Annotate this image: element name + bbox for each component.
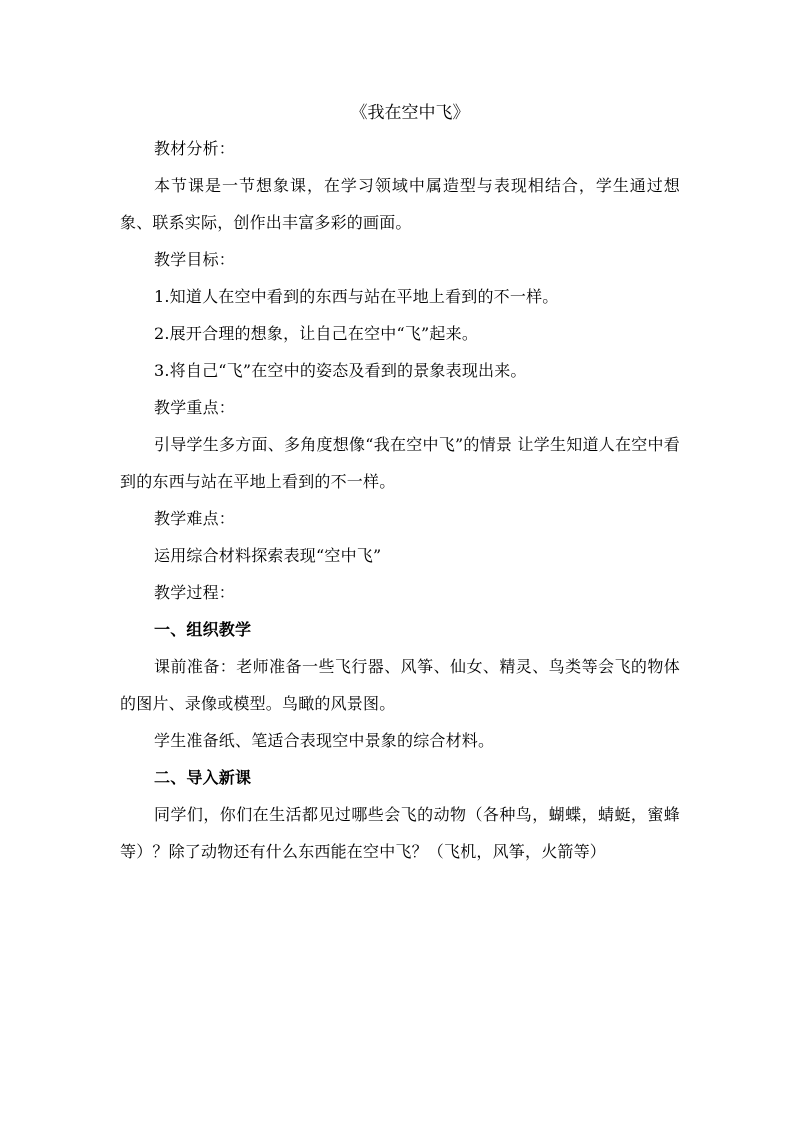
paragraph-teaching-goals-heading: 教学目标： bbox=[154, 250, 236, 269]
document-body bbox=[120, 130, 680, 870]
paragraph-preparation-teacher: 课前准备：老师准备一些飞行器、风筝、仙女、精灵、鸟类等会飞的物体的图片、录像或模型。鸟瞰的风景图。 bbox=[120, 657, 680, 713]
paragraph-goal-3: 3.将自己“飞”在空中的姿态及看到的景象表现出来。 bbox=[154, 361, 527, 380]
paragraph-process-heading: 教学过程： bbox=[154, 583, 236, 602]
paragraph-difficulties: 运用综合材料探索表现“空中飞” bbox=[154, 546, 382, 565]
paragraph-goal-2: 2.展开合理的想象，让自己在空中“飞”起来。 bbox=[154, 324, 479, 343]
document-title: 《我在空中飞》 bbox=[350, 103, 470, 123]
section-heading-introduction: 二、导入新课 bbox=[154, 768, 252, 787]
paragraph-textbook-analysis: 本节课是一节想象课，在学习领域中属造型与表现相结合，学生通过想象、联系实际，创作出丰富多彩的画面。 bbox=[120, 176, 680, 232]
paragraph-introduction: 同学们，你们在生活都见过哪些会飞的动物（各种鸟，蝴蝶，蜻蜓，蜜蜂等）？除了动物还有什么东西能在空中飞？（飞机，风筝，火箭等） bbox=[120, 805, 680, 861]
document-page bbox=[120, 101, 680, 870]
section-heading-organize: 一、组织教学 bbox=[154, 620, 252, 639]
paragraph-key-points: 引导学生多方面、多角度想像“我在空中飞”的情景 让学生知道人在空中看到的东西与站在平地上看到的不一样。 bbox=[120, 435, 680, 491]
paragraph-key-points-heading: 教学重点： bbox=[154, 398, 236, 417]
paragraph-goal-1: 1.知道人在空中看到的东西与站在平地上看到的不一样。 bbox=[154, 287, 559, 306]
paragraph-textbook-analysis-heading: 教材分析： bbox=[154, 139, 236, 158]
paragraph-preparation-student: 学生准备纸、笔适合表现空中景象的综合材料。 bbox=[154, 731, 495, 750]
paragraph-difficulties-heading: 教学难点： bbox=[154, 509, 236, 528]
